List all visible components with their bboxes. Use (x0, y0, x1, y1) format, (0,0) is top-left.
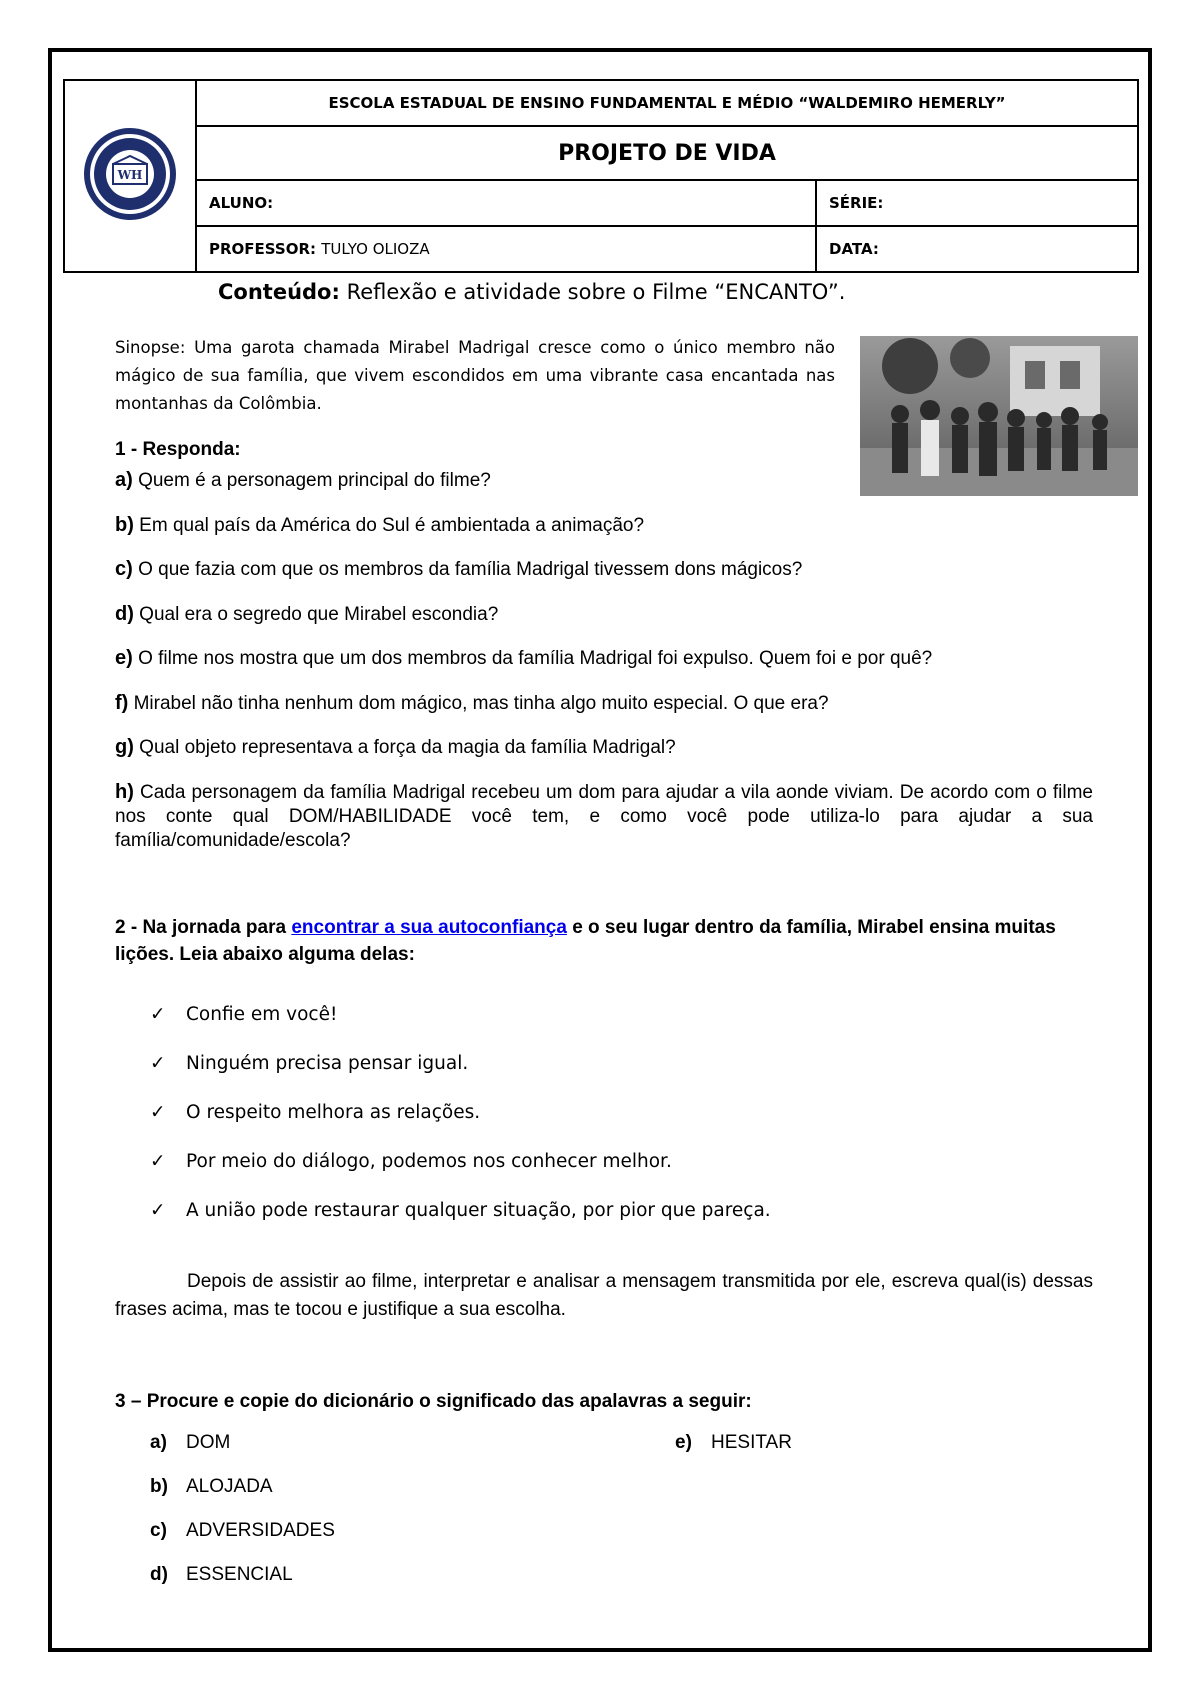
lesson-item: ✓ Ninguém precisa pensar igual. (150, 1053, 469, 1074)
lesson-item: ✓ O respeito melhora as relações. (150, 1102, 481, 1123)
lesson-item: ✓ Por meio do diálogo, podemos nos conhecer melhor. (150, 1151, 672, 1172)
professor-label: PROFESSOR: (209, 240, 317, 258)
school-seal-icon (80, 124, 180, 224)
content-label: Conteúdo: (218, 280, 340, 304)
svg-text:WH: WH (117, 168, 143, 182)
word-item: c) ADVERSIDADES (150, 1520, 335, 1541)
data-field: DATA: (816, 226, 1138, 272)
autoconfianca-link[interactable]: encontrar a sua autoconfiança (291, 917, 567, 938)
professor-field (196, 226, 816, 272)
checkmark-icon: ✓ (150, 1004, 166, 1025)
word-item: a) DOM (150, 1432, 231, 1453)
checkmark-icon: ✓ (150, 1053, 166, 1074)
synopsis-text: Uma garota chamada Mirabel Madrigal cresce como o único membro não mágico de sua família, que vivem escondidos em uma vibrante casa encantada nas montanhas da Colômbia. (115, 338, 836, 413)
question-g: g) Qual objeto representava a força da magia da família Madrigal? (115, 736, 676, 758)
question-d: d) Qual era o segredo que Mirabel escondia? (115, 603, 499, 625)
checkmark-icon: ✓ (150, 1102, 166, 1123)
synopsis-label: Sinopse: (115, 338, 186, 357)
professor-name: TULYO OLIOZA (321, 240, 430, 258)
question-f: f) Mirabel não tinha nenhum dom mágico, mas tinha algo muito especial. O que era? (115, 692, 829, 714)
question-a: a) Quem é a personagem principal do filme? (115, 469, 491, 491)
question-e: e) O filme nos mostra que um dos membros da família Madrigal foi expulso. Quem foi e por quê? (115, 647, 933, 669)
movie-still-image (860, 336, 1138, 496)
content-text: Reflexão e atividade sobre o Filme “ENCANTO”. (346, 280, 846, 304)
lesson-item: ✓ A união pode restaurar qualquer situação, por pior que pareça. (150, 1200, 771, 1221)
header-table (63, 79, 1139, 273)
checkmark-icon: ✓ (150, 1151, 166, 1172)
section-3-title: 3 – Procure e copie do dicionário o significado das apalavras a seguir: (115, 1391, 752, 1412)
word-item: d) ESSENCIAL (150, 1564, 293, 1585)
aluno-field: ALUNO: (196, 180, 816, 226)
synopsis (115, 334, 835, 418)
question-b: b) Em qual país da América do Sul é ambientada a animação? (115, 514, 645, 536)
question-h: h) Cada personagem da família Madrigal recebeu um dom para ajudar a vila aonde viviam. De acordo com o filme nos conte qual DOM/HABILIDADE você tem, e como você pode utiliza-lo para ajudar a sua família/comunidade/escola? (115, 781, 1094, 851)
content-line (218, 280, 845, 304)
page-title: PROJETO DE VIDA (196, 126, 1138, 180)
checkmark-icon: ✓ (150, 1200, 166, 1221)
section-2-instruction: Depois de assistir ao filme, interpretar e analisar a mensagem transmitida por ele, escreva qual(is) dessas frases acima, mas te tocou e justifique a sua escolha. (115, 1271, 1093, 1320)
question-c: c) O que fazia com que os membros da família Madrigal tivessem dons mágicos? (115, 558, 803, 580)
section-1-title: 1 - Responda: (115, 439, 241, 460)
word-item: e) HESITAR (675, 1432, 792, 1453)
section-2-title: 2 - Na jornada para encontrar a sua autoconfiança e o seu lugar dentro da família, Mirabel ensina muitas lições. Leia abaixo alguma delas: (115, 917, 1056, 965)
logo-cell (64, 80, 196, 272)
school-name: ESCOLA ESTADUAL DE ENSINO FUNDAMENTAL E MÉDIO “WALDEMIRO HEMERLY” (196, 80, 1138, 126)
lesson-item: ✓ Confie em você! (150, 1004, 338, 1025)
serie-field: SÉRIE: (816, 180, 1138, 226)
word-item: b) ALOJADA (150, 1476, 273, 1497)
